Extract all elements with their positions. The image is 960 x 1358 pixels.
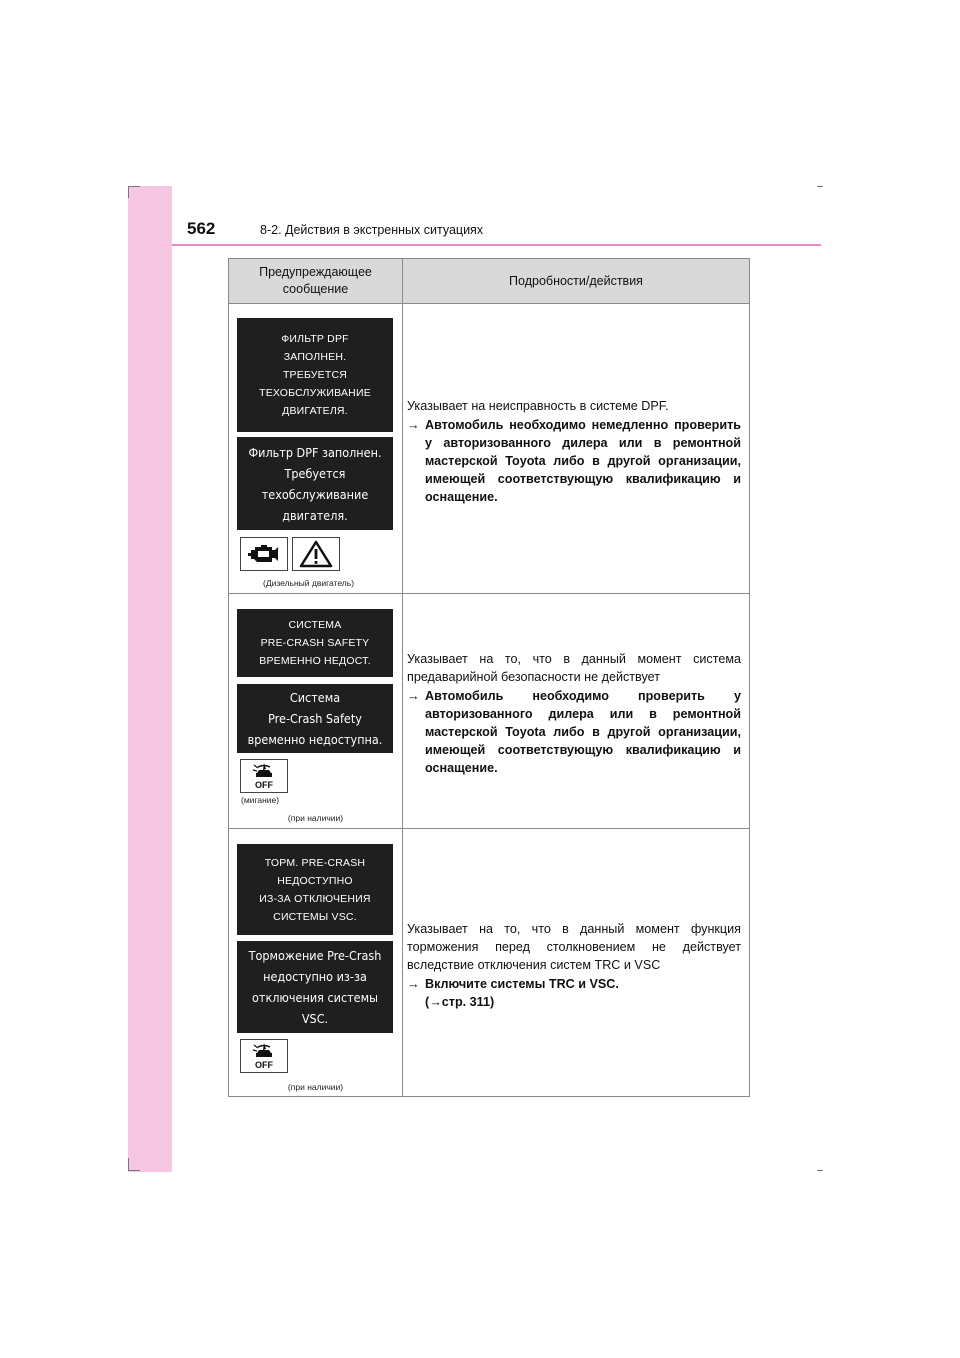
dpf-description (407, 397, 741, 506)
crop-mark (128, 1170, 140, 1171)
action-text: Автомобиль необходимо проверить у авторизованного дилера или в ремонтной мастерской Toyota либо в другой организации, имеющей соответствующую квалификацию и оснащение. (425, 689, 741, 775)
column-header-message: Предупреждающее сообщение (259, 265, 372, 296)
arrow-icon: → (407, 689, 420, 703)
display-text: Фильтр DPF заполнен. Требуется техобслуживание двигателя. (248, 444, 382, 523)
pcs-caps-message-display (237, 609, 393, 677)
display-text: Система Pre-Crash Safety временно недоступна. (247, 690, 383, 747)
pcs-off-icon-box (240, 1039, 288, 1073)
description-text: Указывает на то, что в данный момент система предаварийной безопасности не действует (407, 652, 741, 684)
arrow-icon: → (407, 418, 420, 432)
arrow-icon: → (407, 977, 420, 991)
description-text: Указывает на то, что в данный момент функция торможения перед столкновением не действует вследствие отключения систем TRC и VSC (407, 922, 741, 972)
action-item (407, 687, 741, 777)
master-warning-icon-box (292, 537, 340, 571)
header-rule (172, 244, 821, 246)
crop-mark (128, 186, 129, 198)
action-item (407, 416, 741, 506)
crop-mark (817, 186, 823, 187)
page-reference (407, 993, 741, 1011)
pcs-off-icon-box (240, 759, 288, 793)
off-label: OFF (255, 1060, 273, 1070)
page-number: 562 (187, 219, 216, 238)
pcs-description (407, 650, 741, 777)
pcs-off-icon (244, 1041, 284, 1071)
table-header (229, 259, 749, 304)
display-text: Торможение Pre-Crash недоступно из-за отключения системы VSC. (248, 948, 382, 1026)
action-text: Включите системы TRC и VSC. (425, 977, 619, 991)
row-divider (229, 593, 749, 594)
action-item (407, 975, 741, 993)
pcs-off-icon (244, 761, 284, 791)
off-label: OFF (255, 780, 273, 790)
blinking-caption: (мигание) (241, 795, 280, 805)
dpf-mixed-message-display (237, 437, 393, 530)
action-text: Автомобиль необходимо немедленно проверить у авторизованного дилера или в ремонтной мастерской Toyota либо в другой организации, имеющей соответствующую квалификацию и оснащение. (425, 418, 741, 504)
crop-mark (817, 1170, 823, 1171)
diesel-engine-caption: (Дизельный двигатель) (263, 578, 355, 588)
description-text: Указывает на неисправность в системе DPF. (407, 399, 669, 413)
pcb-mixed-message-display (237, 941, 393, 1033)
engine-warning-icon-box (240, 537, 288, 571)
availability-caption: (при наличии) (287, 813, 344, 823)
crop-mark (128, 1158, 129, 1170)
dpf-caps-message-display (237, 318, 393, 432)
warning-triangle-icon (299, 540, 333, 568)
side-tab-strip (128, 186, 172, 1172)
page-reference-link[interactable]: (→стр. 311) (425, 995, 495, 1009)
section-title: 8-2. Действия в экстренных ситуациях (260, 223, 484, 237)
crop-mark (128, 186, 140, 187)
pcb-caps-message-display (237, 844, 393, 935)
column-divider (402, 259, 403, 1096)
row-divider (229, 828, 749, 829)
display-text: СИСТЕМА PRE-CRASH SAFETY ВРЕМЕННО НЕДОСТ. (259, 619, 371, 667)
display-text: ФИЛЬТР DPF ЗАПОЛНЕН. ТРЕБУЕТСЯ ТЕХОБСЛУЖИВАНИЕ ДВИГАТЕЛЯ. (259, 333, 371, 417)
availability-caption: (при наличии) (287, 1082, 344, 1092)
warning-message-table (228, 258, 750, 1097)
display-text: ТОРМ. PRE-CRASH НЕДОСТУПНО ИЗ-ЗА ОТКЛЮЧЕНИЯ СИСТЕМЫ VSC. (259, 856, 371, 923)
pcb-description (407, 920, 741, 1011)
engine-icon (245, 542, 283, 566)
pcs-mixed-message-display (237, 684, 393, 753)
column-header-details: Подробности/действия (509, 273, 643, 288)
